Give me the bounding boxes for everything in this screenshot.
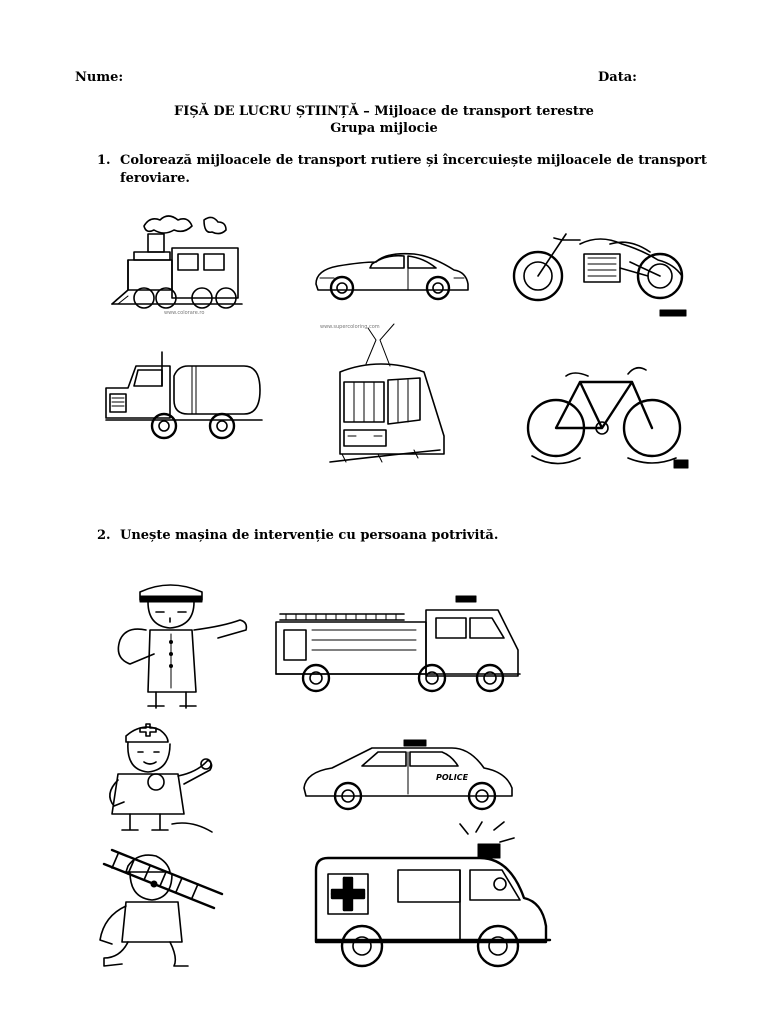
title-sub: – Mijloace de transport terestre — [358, 104, 594, 119]
svg-text:www.supercoloring.com: www.supercoloring.com — [320, 324, 380, 330]
police-officer-icon — [100, 582, 250, 712]
title-main: FIȘĂ DE LUCRU ȘTIINȚĂ — [174, 104, 359, 119]
task1-number: 1. — [97, 153, 111, 168]
task1-text-line1: Colorează mijloacele de transport rutiere și încercuiește mijloacele de transport — [120, 153, 707, 168]
task2-text: Unește mașina de intervenție cu persoana potrivită. — [120, 528, 499, 543]
tram-icon — [318, 322, 448, 472]
svg-text:www.colorare.ro: www.colorare.ro — [164, 310, 205, 316]
date-label: Data: — [598, 70, 637, 85]
task2-number: 2. — [97, 528, 111, 543]
motorcycle-icon — [510, 224, 690, 316]
nurse-icon — [100, 720, 220, 838]
locomotive-icon — [104, 212, 254, 317]
car-icon — [312, 248, 472, 306]
police-car-icon — [300, 738, 515, 812]
name-label: Nume: — [75, 70, 124, 85]
task1-text-line2: feroviare. — [120, 171, 190, 186]
firefighter-icon — [96, 842, 221, 974]
worksheet-title — [0, 104, 768, 119]
fire-truck-icon — [272, 594, 527, 696]
bicycle-icon — [526, 364, 696, 474]
group-subtitle: Grupa mijlocie — [330, 121, 438, 136]
ambulance-icon — [310, 822, 555, 974]
police-car-label: POLICE — [436, 773, 469, 782]
tanker-truck-icon — [104, 350, 264, 445]
